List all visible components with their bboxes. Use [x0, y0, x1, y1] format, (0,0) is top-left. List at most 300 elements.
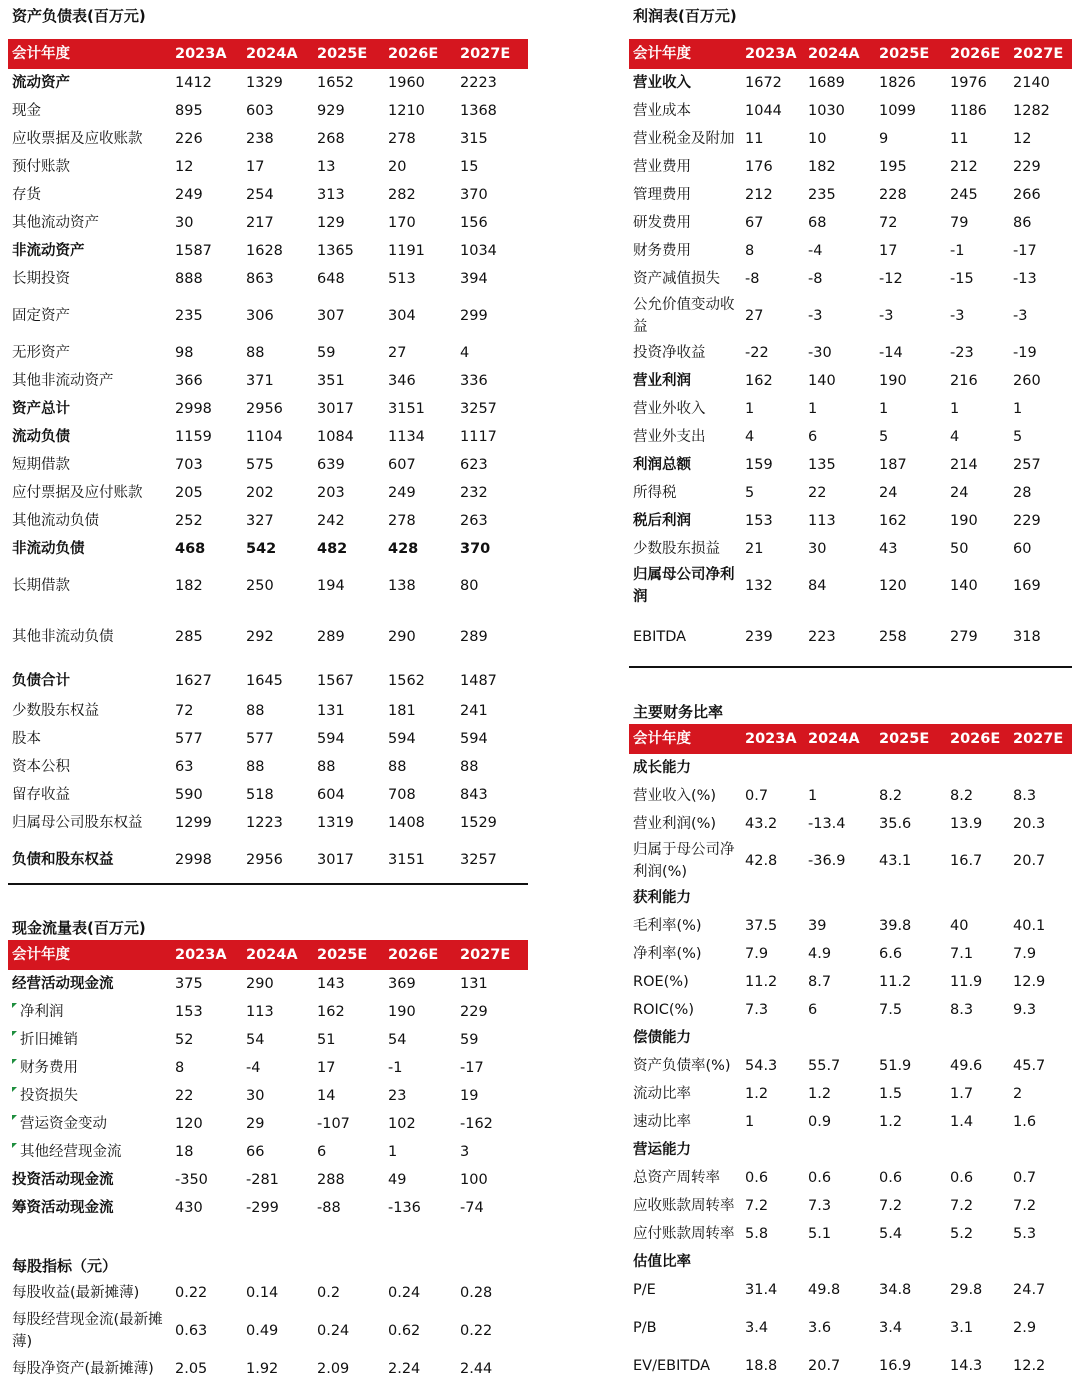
value-cell: 1529 [460, 815, 497, 831]
value-cell: 0.22 [175, 1285, 208, 1301]
value-cell: 12 [175, 159, 194, 175]
value-cell: 0.7 [1013, 1170, 1037, 1186]
value-cell: 156 [460, 215, 488, 231]
value-cell: 49 [388, 1172, 407, 1188]
value-cell: -15 [950, 271, 974, 287]
value-cell [875, 1248, 946, 1276]
value-cell: 1412 [175, 75, 212, 91]
green-corner-marker-icon [12, 1059, 17, 1064]
table-row [629, 265, 1072, 293]
row-label-text: 短期借款 [12, 457, 70, 473]
table-row [8, 970, 528, 998]
value-cell [804, 754, 875, 782]
value-cell: 1210 [388, 103, 425, 119]
table-row [629, 507, 1072, 535]
row-label-text: 营业税金及附加 [633, 131, 735, 147]
row-label [8, 479, 171, 507]
row-label [8, 998, 171, 1026]
value-cell: 1.7 [950, 1086, 974, 1102]
value-cell: 8 [175, 1060, 185, 1076]
row-label [629, 1024, 741, 1052]
row-label-text: EBITDA [633, 629, 687, 645]
row-label [629, 1164, 741, 1192]
table-row [8, 1307, 528, 1355]
per-share-table [8, 1279, 528, 1383]
value-cell: 292 [246, 629, 274, 645]
table-row [8, 293, 528, 339]
value-cell: 3.4 [745, 1320, 769, 1336]
row-label [8, 339, 171, 367]
value-cell: 182 [175, 578, 203, 594]
value-cell: 190 [388, 1004, 416, 1020]
value-cell: 1627 [175, 673, 212, 689]
value-cell [1009, 1024, 1072, 1052]
value-cell: 17 [879, 243, 898, 259]
value-cell: 120 [879, 578, 907, 594]
table-row [8, 609, 528, 665]
value-cell: 1.2 [879, 1114, 903, 1130]
income-statement-header-row [629, 39, 1072, 69]
value-cell: 0.62 [388, 1323, 421, 1339]
value-cell [875, 884, 946, 912]
table-row [8, 153, 528, 181]
value-cell: 263 [460, 513, 488, 529]
value-cell: 0.9 [808, 1114, 832, 1130]
value-cell: 1628 [246, 243, 283, 259]
value-cell: 2140 [1013, 75, 1050, 91]
value-cell: 88 [246, 703, 265, 719]
table-row [629, 69, 1072, 97]
value-cell: 63 [175, 759, 194, 775]
row-label-text: 毛利率(%) [633, 918, 702, 934]
value-cell: 7.2 [879, 1198, 903, 1214]
value-cell: 235 [175, 308, 203, 324]
value-cell: 13 [317, 159, 336, 175]
value-cell: 1368 [460, 103, 497, 119]
table-row [8, 753, 528, 781]
table-row [8, 479, 528, 507]
table-row [629, 912, 1072, 940]
row-label-text: 资产负债率(%) [633, 1058, 731, 1074]
value-cell: 66 [246, 1144, 265, 1160]
value-cell [741, 1136, 804, 1164]
value-cell: 245 [950, 187, 978, 203]
value-cell: 2.9 [1013, 1320, 1037, 1336]
value-cell: 10 [808, 131, 827, 147]
value-cell: 2 [1013, 1086, 1023, 1102]
table-row [8, 423, 528, 451]
value-cell: 327 [246, 513, 274, 529]
value-cell: 27 [745, 308, 764, 324]
value-cell: 84 [808, 578, 827, 594]
value-cell: -3 [950, 308, 965, 324]
value-cell: 15 [460, 159, 479, 175]
value-cell: 577 [246, 731, 274, 747]
value-cell: -19 [1013, 345, 1037, 361]
value-cell: 518 [246, 787, 274, 803]
table-row [629, 1248, 1072, 1276]
value-cell: 8.3 [950, 1002, 974, 1018]
row-label [8, 1166, 171, 1194]
value-cell: 3017 [317, 401, 354, 417]
value-cell: -4 [808, 243, 823, 259]
table-row [629, 810, 1072, 838]
table-row [629, 838, 1072, 884]
row-label-text: 净利率(%) [633, 946, 702, 962]
row-label-text: 利润总额 [633, 457, 691, 473]
row-label [8, 781, 171, 809]
year-header: 2026E [384, 940, 456, 970]
row-label [629, 395, 741, 423]
value-cell: 162 [745, 373, 773, 389]
table-row [629, 97, 1072, 125]
cash-flow-table [8, 940, 528, 1222]
value-cell: 49.8 [808, 1282, 841, 1298]
row-label-text: 应付账款周转率 [633, 1226, 735, 1242]
value-cell: 50 [950, 541, 969, 557]
green-corner-marker-icon [12, 1143, 17, 1148]
row-label [629, 69, 741, 97]
row-label-text: 营业外收入 [633, 401, 706, 417]
value-cell: 1159 [175, 429, 212, 445]
value-cell [1009, 884, 1072, 912]
value-cell: 1186 [950, 103, 987, 119]
value-cell: 27 [388, 345, 407, 361]
value-cell: 394 [460, 271, 488, 287]
value-cell: 232 [460, 485, 488, 501]
row-label [629, 339, 741, 367]
value-cell: 9.3 [1013, 1002, 1037, 1018]
year-header: 2023A [171, 940, 242, 970]
value-cell: 7.2 [1013, 1198, 1037, 1214]
value-cell: 1652 [317, 75, 354, 91]
value-cell: 336 [460, 373, 488, 389]
table-row [629, 367, 1072, 395]
value-cell: 288 [317, 1172, 345, 1188]
value-cell: 102 [388, 1116, 416, 1132]
row-label [629, 1352, 741, 1380]
row-label-text: 营运能力 [633, 1142, 691, 1158]
value-cell: 1044 [745, 103, 782, 119]
value-cell: 100 [460, 1172, 488, 1188]
value-cell: 22 [808, 485, 827, 501]
table-row [8, 367, 528, 395]
value-cell: 577 [175, 731, 203, 747]
value-cell: 1299 [175, 815, 212, 831]
row-label [629, 423, 741, 451]
value-cell: 45.7 [1013, 1058, 1046, 1074]
value-cell: 216 [950, 373, 978, 389]
value-cell: 3257 [460, 401, 497, 417]
value-cell: 708 [388, 787, 416, 803]
value-cell: 153 [175, 1004, 203, 1020]
value-cell: 68 [808, 215, 827, 231]
value-cell: 140 [808, 373, 836, 389]
value-cell: 238 [246, 131, 274, 147]
green-corner-marker-icon [12, 1087, 17, 1092]
row-label [8, 1194, 171, 1222]
value-cell [1009, 1136, 1072, 1164]
value-cell: 43 [879, 541, 898, 557]
value-cell: 1672 [745, 75, 782, 91]
row-label [8, 725, 171, 753]
value-cell: 5 [1013, 429, 1023, 445]
value-cell: 54.3 [745, 1058, 778, 1074]
value-cell: 20.7 [1013, 853, 1046, 869]
value-cell: 11.2 [879, 974, 912, 990]
row-label [629, 293, 741, 339]
row-label [629, 265, 741, 293]
value-cell: 11.9 [950, 974, 983, 990]
value-cell: 888 [175, 271, 203, 287]
value-cell: 1.92 [246, 1361, 279, 1377]
value-cell: 223 [808, 629, 836, 645]
row-label-text: 少数股东权益 [12, 703, 99, 719]
value-cell: 7.9 [745, 946, 769, 962]
value-cell: 55.7 [808, 1058, 841, 1074]
value-cell: 88 [388, 759, 407, 775]
value-cell: 278 [388, 513, 416, 529]
value-cell: 212 [745, 187, 773, 203]
value-cell: 20 [388, 159, 407, 175]
row-label-text: 存货 [12, 187, 41, 203]
value-cell: 1365 [317, 243, 354, 259]
row-label-text: 财务费用 [633, 243, 691, 259]
value-cell: 40.1 [1013, 918, 1046, 934]
value-cell: 129 [317, 215, 345, 231]
row-label [629, 367, 741, 395]
value-cell: 594 [460, 731, 488, 747]
value-cell: 88 [317, 759, 336, 775]
row-label [8, 395, 171, 423]
value-cell: 3 [460, 1144, 470, 1160]
value-cell: 131 [317, 703, 345, 719]
value-cell: 252 [175, 513, 203, 529]
value-cell: 2998 [175, 852, 212, 868]
value-cell: 190 [879, 373, 907, 389]
row-label-text: 少数股东损益 [633, 541, 720, 557]
value-cell: 648 [317, 271, 345, 287]
value-cell: 195 [879, 159, 907, 175]
value-cell: 5.2 [950, 1226, 974, 1242]
value-cell: -299 [246, 1200, 279, 1216]
value-cell: 3.6 [808, 1320, 832, 1336]
value-cell: 37.5 [745, 918, 778, 934]
value-cell: 8.7 [808, 974, 832, 990]
row-label [629, 754, 741, 782]
value-cell: 1562 [388, 673, 425, 689]
value-cell: 5.8 [745, 1226, 769, 1242]
value-cell: 72 [879, 215, 898, 231]
value-cell: 282 [388, 187, 416, 203]
value-cell: 1.5 [879, 1086, 903, 1102]
row-label-text: 营业收入(%) [633, 788, 717, 804]
header-label: 会计年度 [629, 39, 741, 69]
row-label-text: 经营活动现金流 [12, 976, 114, 992]
value-cell: 205 [175, 485, 203, 501]
row-label-text: 归属母公司股东权益 [12, 815, 143, 831]
table-row [629, 125, 1072, 153]
row-label-text: 资产总计 [12, 401, 70, 417]
value-cell: 3017 [317, 852, 354, 868]
value-cell: 98 [175, 345, 194, 361]
row-label [8, 1026, 171, 1054]
value-cell [946, 754, 1009, 782]
value-cell: 370 [460, 187, 488, 203]
value-cell: 241 [460, 703, 488, 719]
value-cell: 143 [317, 976, 345, 992]
value-cell: 24.7 [1013, 1282, 1046, 1298]
value-cell: 7.3 [808, 1198, 832, 1214]
value-cell: 86 [1013, 215, 1032, 231]
year-header: 2024A [242, 39, 313, 69]
value-cell: 5.4 [879, 1226, 903, 1242]
value-cell: 285 [175, 629, 203, 645]
value-cell: 258 [879, 629, 907, 645]
value-cell: 202 [246, 485, 274, 501]
value-cell: 2956 [246, 401, 283, 417]
row-label [629, 451, 741, 479]
row-label [8, 1279, 171, 1307]
value-cell: 2.24 [388, 1361, 421, 1377]
value-cell: 11 [950, 131, 969, 147]
value-cell: 575 [246, 457, 274, 473]
value-cell: 203 [317, 485, 345, 501]
value-cell: 4 [460, 345, 470, 361]
row-label-text: 非流动资产 [12, 243, 85, 259]
value-cell: 1408 [388, 815, 425, 831]
header-label: 会计年度 [629, 724, 741, 754]
value-cell: 346 [388, 373, 416, 389]
row-label [8, 1082, 171, 1110]
value-cell: 7.9 [1013, 946, 1037, 962]
table-row [8, 1194, 528, 1222]
table-row [8, 395, 528, 423]
row-label [8, 753, 171, 781]
year-header: 2023A [741, 39, 804, 69]
value-cell: 60 [1013, 541, 1032, 557]
value-cell: 279 [950, 629, 978, 645]
row-label [8, 209, 171, 237]
row-label [629, 838, 741, 884]
value-cell: 49.6 [950, 1058, 983, 1074]
table-row [629, 884, 1072, 912]
value-cell: 1282 [1013, 103, 1050, 119]
value-cell: 11.2 [745, 974, 778, 990]
value-cell: 1.2 [808, 1086, 832, 1102]
header-label: 会计年度 [8, 39, 171, 69]
row-label-text: 成长能力 [633, 760, 691, 776]
value-cell: 0.7 [745, 788, 769, 804]
green-corner-marker-icon [12, 1003, 17, 1008]
table-row [8, 781, 528, 809]
year-header: 2024A [804, 39, 875, 69]
value-cell: 257 [1013, 457, 1041, 473]
table-row [8, 1054, 528, 1082]
value-cell: 229 [460, 1004, 488, 1020]
value-cell: 2.44 [460, 1361, 493, 1377]
row-label [8, 1138, 171, 1166]
value-cell: 42.8 [745, 853, 778, 869]
value-cell [741, 884, 804, 912]
table-row [8, 535, 528, 563]
table-row [629, 237, 1072, 265]
value-cell: 12.9 [1013, 974, 1046, 990]
row-label [629, 1304, 741, 1352]
row-label-text: 投资净收益 [633, 345, 706, 361]
row-label-text: 流动负债 [12, 429, 70, 445]
table-row [629, 1080, 1072, 1108]
value-cell: 113 [808, 513, 836, 529]
row-label [629, 563, 741, 609]
row-label-text: 长期借款 [12, 578, 70, 594]
value-cell: 8 [745, 243, 755, 259]
table-row [629, 153, 1072, 181]
value-cell: 639 [317, 457, 345, 473]
row-label-text: 每股经营现金流(最新摊薄) [12, 1312, 163, 1350]
value-cell: -4 [246, 1060, 261, 1076]
value-cell [804, 884, 875, 912]
value-cell: 214 [950, 457, 978, 473]
value-cell: 235 [808, 187, 836, 203]
table-row [629, 535, 1072, 563]
value-cell: 190 [950, 513, 978, 529]
value-cell: 1 [879, 401, 889, 417]
value-cell: 1117 [460, 429, 497, 445]
value-cell: 17 [246, 159, 265, 175]
value-cell: 131 [460, 976, 488, 992]
value-cell: 366 [175, 373, 203, 389]
table-row [8, 97, 528, 125]
value-cell: 153 [745, 513, 773, 529]
table-row [8, 563, 528, 609]
value-cell: 0.22 [460, 1323, 493, 1339]
value-cell: 3151 [388, 401, 425, 417]
table-row [8, 1110, 528, 1138]
value-cell: 88 [460, 759, 479, 775]
value-cell: 289 [317, 629, 345, 645]
table-row [629, 782, 1072, 810]
table-row [8, 209, 528, 237]
value-cell: 6 [808, 1002, 818, 1018]
table-row [629, 293, 1072, 339]
row-label [8, 1110, 171, 1138]
value-cell: 52 [175, 1032, 194, 1048]
value-cell: 23 [388, 1088, 407, 1104]
year-header: 2026E [946, 39, 1009, 69]
value-cell: -30 [808, 345, 832, 361]
year-header: 2023A [171, 39, 242, 69]
value-cell [804, 1024, 875, 1052]
row-label-text: 营业收入 [633, 75, 691, 91]
table-row [8, 998, 528, 1026]
value-cell: 181 [388, 703, 416, 719]
value-cell: 482 [317, 541, 348, 557]
value-cell: 1099 [879, 103, 916, 119]
value-cell: 1 [808, 788, 818, 804]
row-label [8, 535, 171, 563]
row-label [8, 153, 171, 181]
table-row [629, 1220, 1072, 1248]
value-cell: -74 [460, 1200, 484, 1216]
row-label [629, 237, 741, 265]
value-cell: 3151 [388, 852, 425, 868]
row-label-text: 长期投资 [12, 271, 70, 287]
value-cell: 2.09 [317, 1361, 350, 1377]
row-label [629, 153, 741, 181]
ratios-title: 主要财务比率 [633, 703, 724, 721]
table-row [629, 423, 1072, 451]
